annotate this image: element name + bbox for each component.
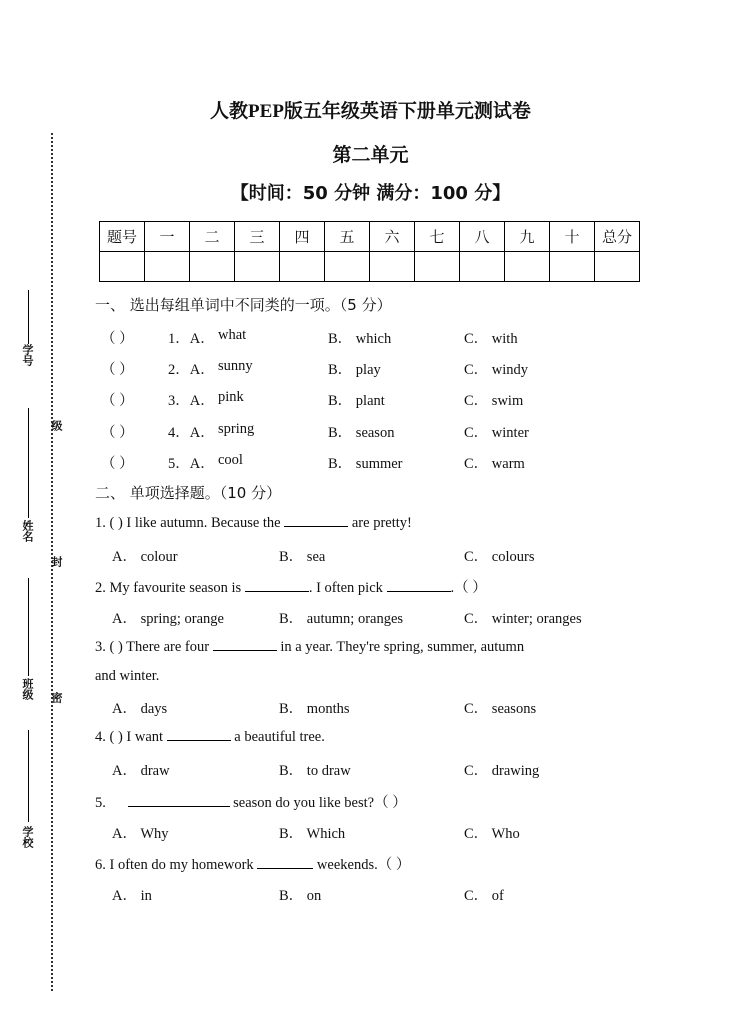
question-3-stem-end: and winter.	[95, 668, 160, 684]
question-2	[95, 576, 487, 597]
answer-paren[interactable]: （ ）	[101, 362, 134, 378]
q3-option-a: A． days	[112, 701, 168, 717]
question-3	[95, 638, 524, 656]
answer-blank[interactable]	[167, 728, 231, 741]
q2-option-a: A． spring; orange	[112, 611, 224, 627]
score-cell[interactable]	[235, 252, 280, 282]
q6-option-b: B． on	[279, 888, 322, 904]
score-header-cell: 三	[235, 222, 280, 252]
name-label: 姓名	[21, 520, 34, 542]
question-4-stem-end: a beautiful tree.	[234, 729, 325, 745]
score-table-header-row	[100, 222, 640, 252]
score-cell[interactable]	[100, 252, 145, 282]
score-header-cell: 八	[460, 222, 505, 252]
item-number: 3．A．	[168, 393, 215, 409]
q4-option-c: C． drawing	[464, 763, 540, 779]
student-id-label: 学号	[21, 344, 34, 366]
score-header-cell: 四	[280, 222, 325, 252]
score-header-cell: 总分	[595, 222, 640, 252]
option-b: B． season	[328, 425, 395, 441]
school-label: 学校	[21, 826, 34, 848]
question-6	[95, 853, 410, 874]
school-line	[28, 730, 29, 822]
option-a: what	[218, 327, 247, 343]
item-number: 2．A．	[168, 362, 215, 378]
score-header-cell: 六	[370, 222, 415, 252]
score-header-cell: 七	[415, 222, 460, 252]
page-title: 人教PEP版五年级英语下册单元测试卷	[210, 101, 531, 122]
score-header-cell: 九	[505, 222, 550, 252]
score-header-cell: 十	[550, 222, 595, 252]
q4-option-b: B． to draw	[279, 763, 351, 779]
question-5-stem: season do you like best?（ ）	[233, 795, 407, 811]
question-2-stem-end: .（ ）	[450, 580, 487, 596]
score-table	[99, 221, 640, 282]
answer-blank[interactable]	[128, 794, 230, 807]
item-number: 1．A．	[168, 331, 215, 347]
option-c: C． windy	[464, 362, 529, 378]
q2-option-b: B． autumn; oranges	[279, 611, 404, 627]
seal-char-feng: 封	[50, 556, 63, 567]
item-number: 4．A．	[168, 425, 215, 441]
q3-option-c: C． seasons	[464, 701, 537, 717]
option-c: C． winter	[464, 425, 529, 441]
option-b: B． which	[328, 331, 392, 347]
score-cell[interactable]	[415, 252, 460, 282]
question-5-number: 5.	[95, 795, 106, 811]
question-3-stem-mid: in a year. They're spring, summer, autumn	[280, 639, 525, 655]
score-header-cell: 五	[325, 222, 370, 252]
name-line	[28, 408, 29, 518]
option-c: C． warm	[464, 456, 525, 472]
answer-blank[interactable]	[245, 579, 309, 592]
question-5	[95, 791, 407, 812]
q6-option-a: A． in	[112, 888, 152, 904]
option-c: C． swim	[464, 393, 524, 409]
section2-heading: 二、 单项选择题。（10 分）	[95, 484, 282, 502]
answer-blank[interactable]	[387, 579, 451, 592]
score-header-cell: 一	[145, 222, 190, 252]
answer-paren[interactable]: （ ）	[101, 331, 134, 347]
class-line	[28, 578, 29, 676]
question-2-stem-mid: . I often pick	[308, 580, 383, 596]
student-id-line	[28, 290, 29, 344]
question-2-stem: 2. My favourite season is	[95, 580, 242, 596]
score-cell[interactable]	[370, 252, 415, 282]
score-cell[interactable]	[325, 252, 370, 282]
q1-option-a: A． colour	[112, 549, 178, 565]
score-cell[interactable]	[190, 252, 235, 282]
unit-subtitle: 第二单元	[332, 145, 409, 166]
question-6-stem: 6. I often do my homework	[95, 857, 254, 873]
question-4	[95, 728, 325, 746]
score-header-cell: 题号	[100, 222, 145, 252]
q1-option-c: C． colours	[464, 549, 535, 565]
score-cell[interactable]	[280, 252, 325, 282]
score-cell[interactable]	[595, 252, 640, 282]
option-b: B． summer	[328, 456, 403, 472]
answer-paren[interactable]: （ ）	[101, 456, 134, 472]
seal-char-mi: 密	[50, 692, 63, 703]
option-b: B． plant	[328, 393, 385, 409]
q3-option-b: B． months	[279, 701, 350, 717]
question-6-stem-end: weekends.（ ）	[316, 857, 411, 873]
question-4-stem: 4. ( ) I want	[95, 729, 164, 745]
score-cell[interactable]	[460, 252, 505, 282]
q1-option-b: B． sea	[279, 549, 326, 565]
time-score-info: 【时间：50 分钟 满分：100 分】	[230, 183, 511, 204]
question-1-stem-end: are pretty!	[351, 515, 412, 531]
option-b: B． play	[328, 362, 381, 378]
class-label: 班级	[21, 678, 34, 700]
q5-option-b: B． Which	[279, 826, 346, 842]
seal-char-ji: 级	[50, 420, 63, 431]
answer-blank[interactable]	[213, 638, 277, 651]
score-cell[interactable]	[505, 252, 550, 282]
question-1-stem: 1. ( ) I like autumn. Because the	[95, 515, 281, 531]
option-a: spring	[218, 421, 255, 437]
option-c: C． with	[464, 331, 518, 347]
score-header-cell: 二	[190, 222, 235, 252]
answer-paren[interactable]: （ ）	[101, 425, 134, 441]
score-cell[interactable]	[145, 252, 190, 282]
question-1	[95, 514, 412, 532]
score-table-input-row	[100, 252, 640, 282]
option-a: pink	[218, 389, 244, 405]
option-a: cool	[218, 452, 243, 468]
q4-option-a: A． draw	[112, 763, 170, 779]
section1-heading: 一、 选出每组单词中不同类的一项。（5 分）	[95, 296, 392, 314]
question-3-stem: 3. ( ) There are four	[95, 639, 210, 655]
q5-option-c: C． Who	[464, 826, 520, 842]
answer-paren[interactable]: （ ）	[101, 393, 134, 409]
item-number: 5．A．	[168, 456, 215, 472]
answer-blank[interactable]	[257, 856, 313, 869]
q5-option-a: A． Why	[112, 826, 169, 842]
option-a: sunny	[218, 358, 253, 374]
answer-blank[interactable]	[284, 514, 348, 527]
q6-option-c: C． of	[464, 888, 504, 904]
q2-option-c: C． winter; oranges	[464, 611, 582, 627]
score-cell[interactable]	[550, 252, 595, 282]
